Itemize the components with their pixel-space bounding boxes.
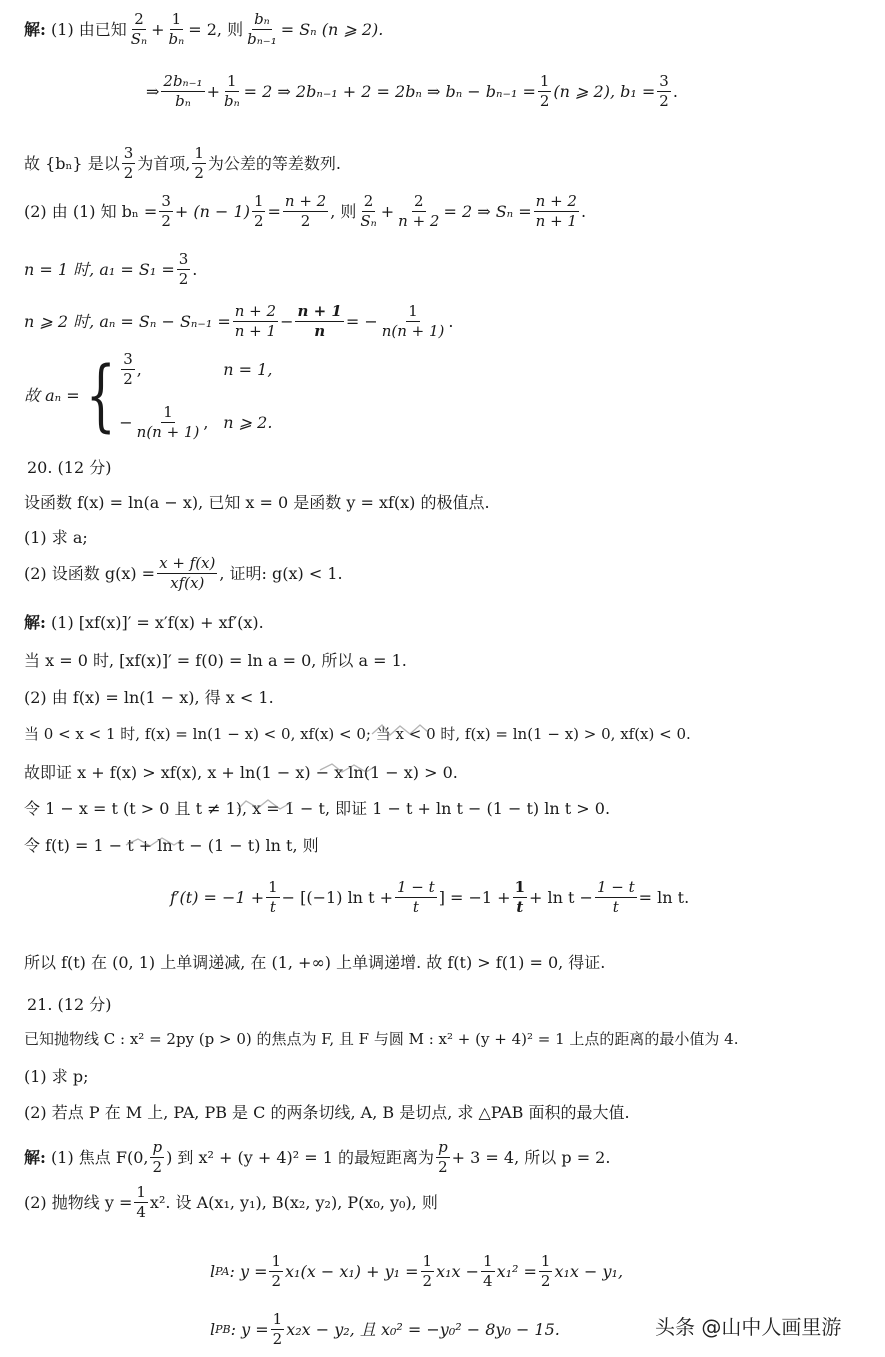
fraction: $\frac{\text{bₙ}}{\text{bₙ₋₁}}$ — [247, 10, 277, 48]
fraction: $\frac{1}{n(n + 1)}$ — [136, 403, 200, 441]
q20-part1: (1) 求 a; — [24, 528, 88, 547]
q19-piecewise-result: 故 aₙ = { $\frac{3}{2}$ , n = 1, − $\frac{1}{n(n + 1)}$ , n ⩾ 2. — [24, 350, 273, 441]
solution-label: 解: — [24, 1147, 46, 1167]
fraction: $\frac{1}{2}$ — [540, 1252, 551, 1290]
fraction: $\frac{3}{2}$ — [123, 350, 133, 388]
q19-n-geq-2-line: n ⩾ 2 时, aₙ = Sₙ − Sₙ₋₁ = $\frac{n + 2}{n + 1}$ − $\frac{n + 1}{n}$ = − $\frac{1}{n(n + 1)}$ . — [24, 302, 454, 340]
q21-tangent-pb: l PB : y = $\frac{1}{2}$ x₂x − y₂, 且 x₀² = −y₀² − 8y₀ − 15. — [210, 1310, 560, 1348]
fraction: $\frac{p}{2}$ — [152, 1138, 163, 1176]
q20-derivative-line: f′(t) = −1 + $\frac{1}{t}$ − [(−1) ln t + $\frac{1 - t}{t}$ ] = −1 + $\frac{1}{t}$ + ln t − $\frac{1 - t}{t}$ = ln t. — [170, 878, 690, 916]
solution-label: 解: — [24, 613, 46, 632]
q20-stem: 设函数 f(x) = ln(a − x), 已知 x = 0 是函数 y = xf(x) 的极值点. — [24, 493, 490, 512]
q21-solution-line1: 解: (1) 焦点 F(0, $\frac{p}{2}$ ) 到 x² + (y + 4)² = 1 的最短距离为 $\frac{p}{2}$ + 3 = 4, 所以 p = 2. — [24, 1138, 611, 1176]
fraction: $\frac{1}{4}$ — [483, 1252, 493, 1290]
fraction: $\frac{1}{t}$ — [268, 878, 278, 916]
fraction: $\frac{1}{2}$ — [271, 1252, 282, 1290]
fraction: $\frac{n + 2}{n + 1}$ — [234, 302, 277, 340]
fraction: $\frac{1 - t}{t}$ — [596, 878, 635, 916]
fraction: $\frac{3}{2}$ — [161, 192, 171, 230]
q21-part2: (2) 若点 P 在 M 上, PA, PB 是 C 的两条切线, A, B 是切点, 求 △PAB 面积的最大值. — [24, 1103, 630, 1122]
q21-solution-line2: (2) 抛物线 y = $\frac{1}{4}$ x². 设 A(x₁, y₁), B(x₂, y₂), P(x₀, y₀), 则 — [24, 1183, 438, 1221]
q21-stem: 已知抛物线 C : x² = 2py (p > 0) 的焦点为 F, 且 F 与圆 M : x² + (y + 4)² = 1 上点的距离的最小值为 4. — [24, 1030, 739, 1048]
q21-part1: (1) 求 p; — [24, 1067, 89, 1086]
q19-n-equals-1-line: n = 1 时, a₁ = S₁ = $\frac{3}{2}$ . — [24, 250, 198, 288]
fraction: $\frac{1}{4}$ — [136, 1183, 146, 1221]
fraction: $\frac{x + f(x)}{xf(x)}$ — [159, 554, 216, 592]
fraction: $\frac{1}{2}$ — [253, 192, 264, 230]
q21-tangent-pa: l PA : y = $\frac{1}{2}$ x₁(x − x₁) + y₁ = $\frac{1}{2}$ x₁x − $\frac{1}{4}$ x₁² = $\frac{1}{2}$ x₁x − y₁, — [210, 1252, 624, 1290]
fraction: $\frac{3}{2}$ — [123, 144, 134, 182]
q20-solution-line6: 令 1 − x = t (t > 0 且 t ≠ 1), x = 1 − t, 即证 1 − t + ln t − (1 − t) ln t > 0. — [24, 799, 611, 818]
fraction: $\frac{3}{2}$ — [659, 72, 669, 110]
fraction: $\frac{1}{\text{bₙ}}$ — [223, 72, 240, 110]
q19-conclusion-line: 故 {bₙ} 是以 $\frac{3}{2}$ 为首项, $\frac{1}{2}$ 为公差的等差数列. — [24, 144, 341, 182]
q20-solution-conclusion: 所以 f(t) 在 (0, 1) 上单调递减, 在 (1, +∞) 上单调递增. 故 f(t) > f(1) = 0, 得证. — [24, 953, 606, 972]
fraction: $\frac{1}{2}$ — [422, 1252, 433, 1290]
fraction: $\frac{n + 1}{n}$ — [297, 302, 342, 340]
case-row: − $\frac{1}{n(n + 1)}$ , n ⩾ 2. — [119, 403, 273, 441]
fraction: $\frac{2}{n + 2}$ — [398, 192, 440, 230]
q20-solution-line5: 故即证 x + f(x) > xf(x), x + ln(1 − x) − x ln(1 − x) > 0. — [24, 763, 458, 782]
scribble-mark — [124, 834, 184, 850]
fraction: $\frac{2}{\text{Sₙ}}$ — [130, 10, 148, 48]
left-brace-icon: { — [85, 351, 116, 441]
scribble-mark — [318, 760, 378, 776]
fraction: $\frac{1}{2}$ — [272, 1310, 283, 1348]
case-row: $\frac{3}{2}$ , n = 1, — [123, 350, 273, 388]
q20-solution-line2: 当 x = 0 时, [xf(x)]′ = f(0) = ln a = 0, 所以 a = 1. — [24, 651, 407, 670]
q19-solution-part2-line: (2) 由 (1) 知 bₙ = $\frac{3}{2}$ + (n − 1) $\frac{1}{2}$ = $\frac{n + 2}{2}$ , 则 $\frac{2}{\text{Sₙ}}$ + $\frac{2}{n + 2}$ = 2 ⇒ Sₙ = $\frac{n + 2}{n + 1}$ . — [24, 192, 587, 230]
q20-solution-line1: 解: (1) [xf(x)]′ = x′f(x) + xf′(x). — [24, 613, 264, 632]
fraction: $\frac{1}{n(n + 1)}$ — [381, 302, 445, 340]
fraction: $\frac{1}{\text{bₙ}}$ — [168, 10, 185, 48]
q20-header: 20. (12 分) — [27, 458, 112, 477]
q19-solution-part1-line1: 解: (1) 由已知 $\frac{2}{\text{Sₙ}}$ + $\frac{1}{\text{bₙ}}$ = 2, 则 $\frac{\text{bₙ}}{\text{bₙ₋₁}}$ = Sₙ (n ⩾ 2). — [24, 10, 384, 48]
fraction: $\frac{3}{2}$ — [178, 250, 189, 288]
fraction: $\frac{\text{2bₙ₋₁}}{\text{bₙ}}$ — [163, 72, 203, 110]
q20-part2: (2) 设函数 g(x) = $\frac{x + f(x)}{xf(x)}$ , 证明: g(x) < 1. — [24, 554, 343, 592]
watermark: 头条 @山中人画里游 — [655, 1315, 842, 1339]
scribble-mark — [370, 722, 430, 738]
q21-header: 21. (12 分) — [27, 995, 112, 1014]
cases-block — [119, 352, 272, 440]
fraction: $\frac{n + 2}{2}$ — [284, 192, 327, 230]
fraction: $\frac{n + 2}{n + 1}$ — [535, 192, 577, 230]
solution-label: 解: — [24, 19, 46, 39]
fraction: $\frac{2}{\text{Sₙ}}$ — [360, 192, 377, 230]
q20-solution-line7: 令 f(t) = 1 − t + ln t − (1 − t) ln t, 则 — [24, 836, 319, 855]
q20-solution-line4: 当 0 < x < 1 时, f(x) = ln(1 − x) < 0, xf(x) < 0; 当 x < 0 时, f(x) = ln(1 − x) > 0, xf(x) < 0. — [24, 725, 691, 743]
q20-solution-line3: (2) 由 f(x) = ln(1 − x), 得 x < 1. — [24, 688, 274, 707]
fraction: $\frac{1}{t}$ — [514, 878, 526, 916]
fraction: $\frac{p}{2}$ — [438, 1138, 448, 1176]
fraction: $\frac{1}{2}$ — [539, 72, 550, 110]
fraction: $\frac{1}{2}$ — [194, 144, 204, 182]
scribble-mark — [236, 797, 296, 813]
fraction: $\frac{1 - t}{t}$ — [397, 878, 435, 916]
q19-solution-part1-line2: ⇒ $\frac{\text{2bₙ₋₁}}{\text{bₙ}}$ + $\frac{1}{\text{bₙ}}$ = 2 ⇒ 2bₙ₋₁ + 2 = 2bₙ ⇒ bₙ − bₙ₋₁ = $\frac{1}{2}$ (n ⩾ 2), b₁ = $\frac{3}{2}$ . — [146, 72, 678, 110]
